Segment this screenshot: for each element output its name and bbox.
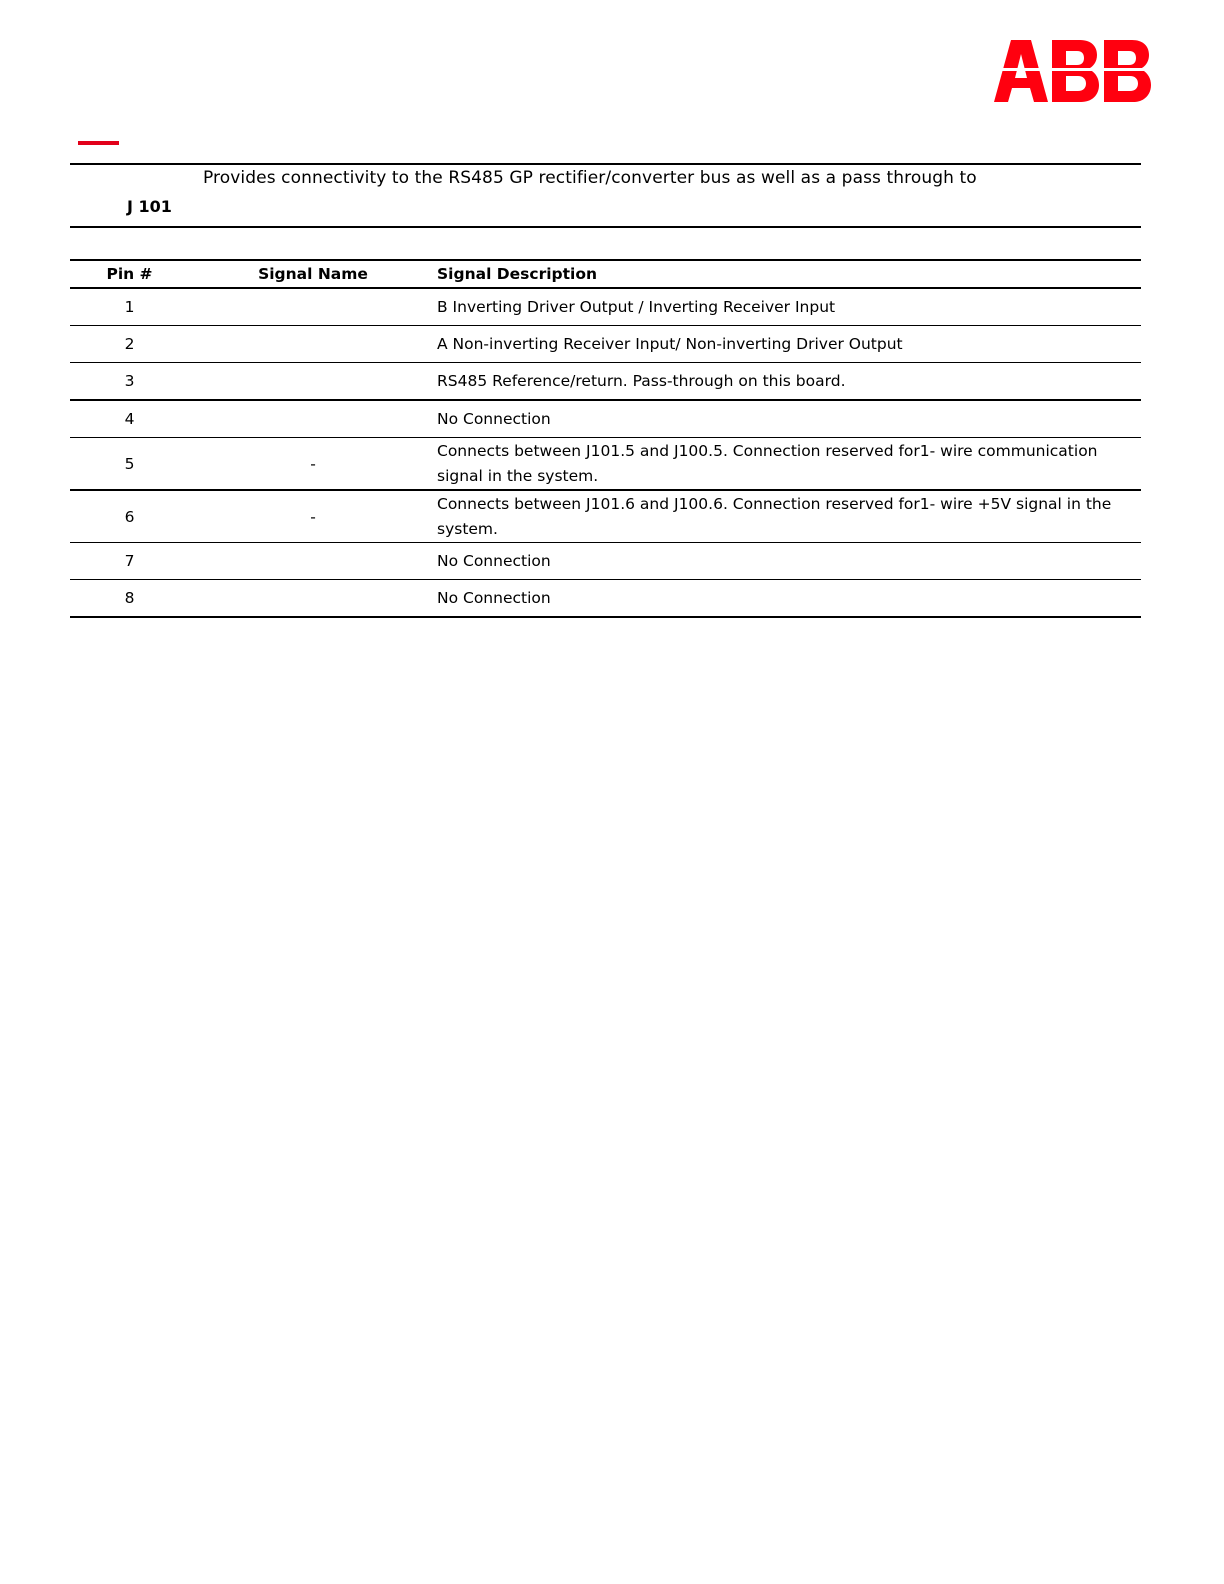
signal-description: Connects between J101.6 and J100.6. Connection reserved for1- wire +5V signal in the system. [437,490,1141,543]
signal-name: - [189,490,437,543]
section-bottom-rule [70,226,1141,228]
signal-name: - [189,438,437,491]
header-signal-name: Signal Name [189,260,437,288]
signal-name [189,580,437,618]
abb-logo [994,40,1156,102]
table-row [70,490,1141,543]
signal-description: No Connection [437,543,1141,580]
connector-id: J 101 [127,197,172,216]
signal-name [189,363,437,401]
signal-name [189,543,437,580]
signal-description: No Connection [437,400,1141,438]
pin-number: 7 [70,543,189,580]
signal-name [189,400,437,438]
section-top-rule [70,163,1141,165]
pin-number: 8 [70,580,189,618]
signal-description: Connects between J101.5 and J100.5. Connection reserved for1- wire communication signal in the system. [437,438,1141,491]
pin-number: 2 [70,326,189,363]
pin-number: 5 [70,438,189,491]
pin-number: 6 [70,490,189,543]
signal-description: RS485 Reference/return. Pass-through on this board. [437,363,1141,401]
pin-number: 1 [70,288,189,326]
table-header-row [70,260,1141,288]
header-signal-description: Signal Description [437,260,1141,288]
pin-table [70,259,1141,618]
accent-dash [78,141,119,145]
table-row [70,363,1141,401]
pin-number: 4 [70,400,189,438]
signal-name [189,326,437,363]
table-row [70,400,1141,438]
table-row [70,288,1141,326]
section-intro-text: Provides connectivity to the RS485 GP rectifier/converter bus as well as a pass through to [203,168,977,188]
table-row [70,438,1141,491]
signal-description: B Inverting Driver Output / Inverting Receiver Input [437,288,1141,326]
signal-name [189,288,437,326]
pin-number: 3 [70,363,189,401]
table-row [70,543,1141,580]
header-pin: Pin # [70,260,189,288]
table-row [70,580,1141,618]
signal-description: No Connection [437,580,1141,618]
table-row [70,326,1141,363]
signal-description: A Non-inverting Receiver Input/ Non-inverting Driver Output [437,326,1141,363]
